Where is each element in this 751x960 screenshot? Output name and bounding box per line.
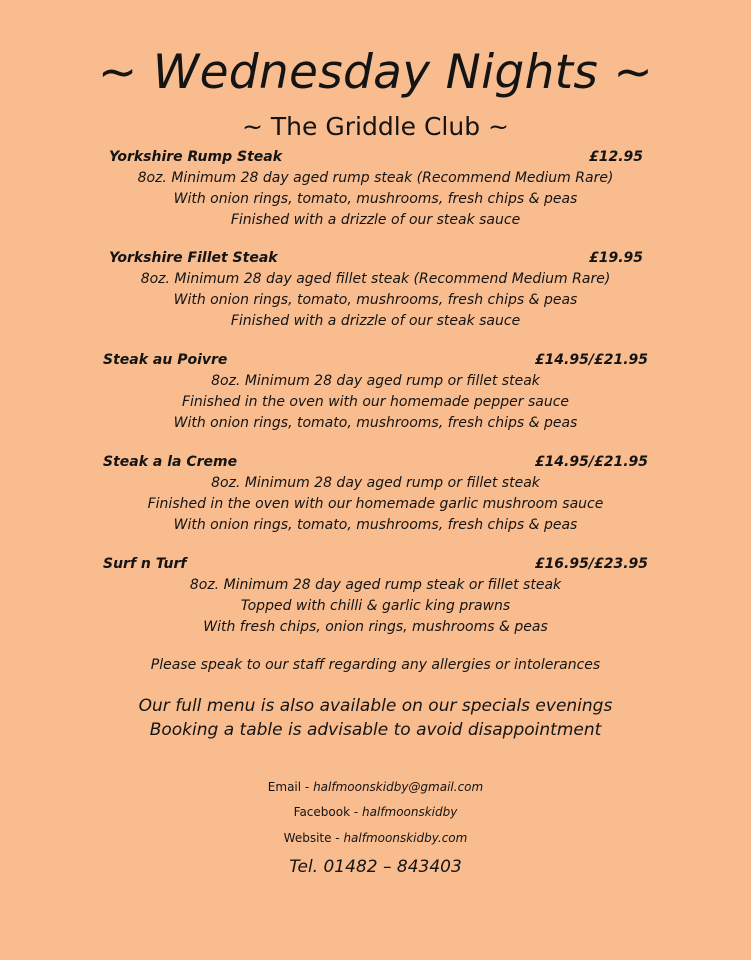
- menu-item-steak-au-poivre: [0, 350, 751, 434]
- full-menu-line: Our full menu is also available on our specials evenings: [138, 696, 613, 716]
- item-description-line: Finished in the oven with our homemade garlic mushroom sauce: [147, 496, 604, 512]
- item-description-line: 8oz. Minimum 28 day aged rump or fillet steak: [211, 475, 540, 491]
- item-description-line: 8oz. Minimum 28 day aged fillet steak (Recommend Medium Rare): [140, 271, 611, 287]
- email-address: halfmoonskidby@gmail.com: [313, 780, 484, 794]
- website-label: Website -: [283, 831, 344, 845]
- item-description-line: With fresh chips, onion rings, mushrooms & peas: [203, 619, 548, 635]
- item-description-line: With onion rings, tomato, mushrooms, fresh chips & peas: [173, 292, 578, 308]
- telephone-number: Tel. 01482 – 843403: [289, 857, 462, 877]
- item-description-line: 8oz. Minimum 28 day aged rump steak or fillet steak: [189, 577, 562, 593]
- item-description-line: Finished with a drizzle of our steak sauce: [230, 212, 521, 228]
- facebook-line: [0, 803, 751, 821]
- item-name: Steak a la Creme: [103, 454, 238, 470]
- item-name: Yorkshire Rump Steak: [109, 149, 283, 165]
- item-description-line: Finished in the oven with our homemade pepper sauce: [181, 394, 570, 410]
- menu-item-surf-n-turf: [0, 554, 751, 638]
- item-price: £12.95: [588, 149, 643, 165]
- menu-item-yorkshire-fillet-steak: [0, 248, 751, 332]
- full-menu-note: [0, 694, 751, 742]
- item-description-line: 8oz. Minimum 28 day aged rump steak (Recommend Medium Rare): [137, 170, 614, 186]
- allergy-note: Please speak to our staff regarding any allergies or intolerances: [150, 657, 601, 673]
- menu-item-steak-a-la-creme: [0, 452, 751, 536]
- item-price: £19.95: [588, 250, 643, 266]
- menu-item-yorkshire-rump-steak: [0, 147, 751, 231]
- menu-subtitle: ~ The Griddle Club ~: [242, 112, 509, 141]
- item-name: Steak au Poivre: [103, 352, 228, 368]
- item-description-line: With onion rings, tomato, mushrooms, fresh chips & peas: [173, 191, 578, 207]
- facebook-label: Facebook -: [293, 805, 362, 819]
- item-price: £16.95/£23.95: [534, 556, 648, 572]
- item-description-line: With onion rings, tomato, mushrooms, fresh chips & peas: [173, 517, 578, 533]
- email-label: Email -: [267, 780, 314, 794]
- facebook-handle: halfmoonskidby: [361, 805, 458, 819]
- item-description-line: 8oz. Minimum 28 day aged rump or fillet steak: [211, 373, 540, 389]
- item-description-line: With onion rings, tomato, mushrooms, fresh chips & peas: [173, 415, 578, 431]
- email-line: [0, 778, 751, 796]
- item-name: Surf n Turf: [103, 556, 187, 572]
- website-line: [0, 829, 751, 847]
- website-url: halfmoonskidby.com: [343, 831, 468, 845]
- item-description-line: Topped with chilli & garlic king prawns: [240, 598, 511, 614]
- item-price: £14.95/£21.95: [534, 352, 648, 368]
- item-name: Yorkshire Fillet Steak: [109, 250, 278, 266]
- booking-advice-line: Booking a table is advisable to avoid disappointment: [149, 720, 602, 740]
- item-description-line: Finished with a drizzle of our steak sauce: [230, 313, 521, 329]
- menu-title: ~ Wednesday Nights ~: [97, 45, 654, 100]
- item-price: £14.95/£21.95: [534, 454, 648, 470]
